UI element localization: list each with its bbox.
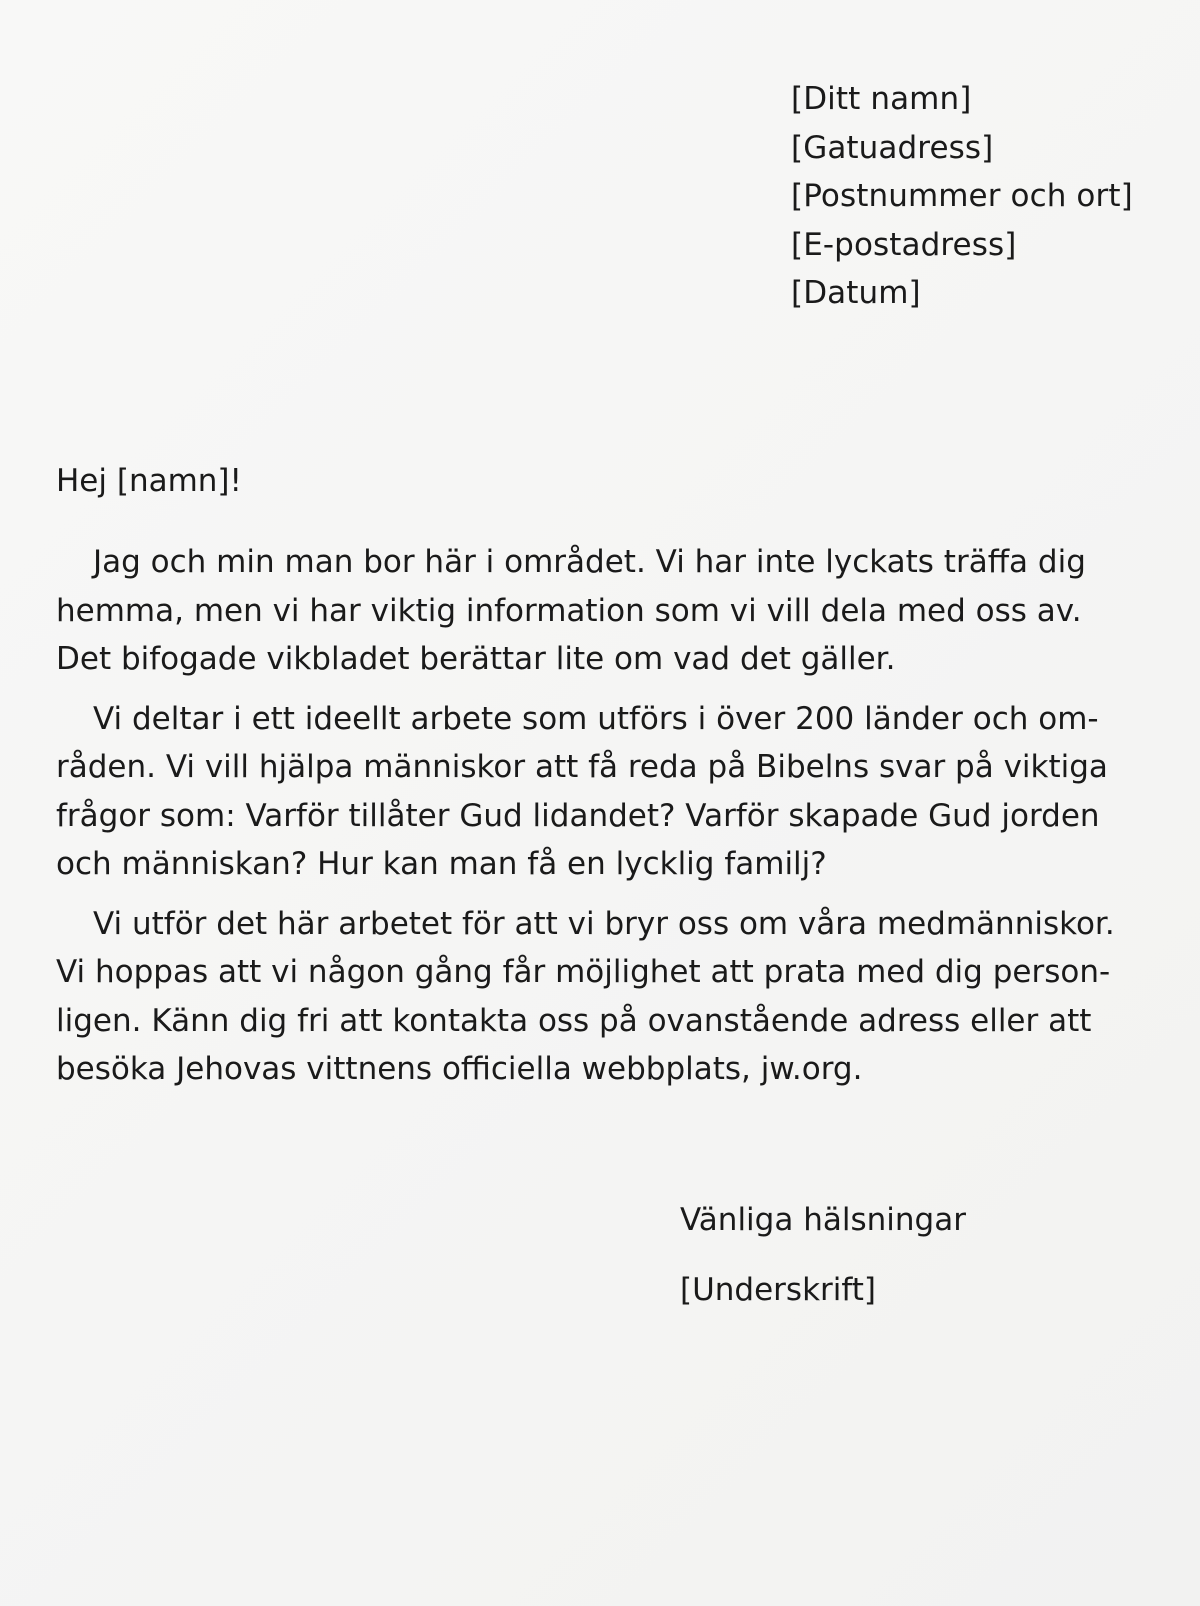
paragraph-line: Vi hoppas att vi någon gång får möjlighet att prata med dig person-	[56, 954, 1111, 990]
paragraph-line: Det bifogade vikbladet berättar lite om vad det gäller.	[56, 641, 896, 677]
paragraph-2	[56, 695, 1126, 889]
sender-postal: [Postnummer och ort]	[791, 178, 1133, 214]
sender-address-block	[791, 75, 1133, 318]
closing: Vänliga hälsningar	[680, 1202, 966, 1238]
paragraph-line: frågor som: Varför tillåter Gud lidandet? Varför skapade Gud jorden	[56, 797, 1100, 834]
paragraph-line: Vi utför det här arbetet för att vi bryr oss om våra medmänniskor.	[93, 905, 1115, 942]
paragraph-line: Jag och min man bor här i området. Vi har inte lyckats träffa dig	[93, 544, 1086, 580]
paragraph-line: ligen. Känn dig fri att kontakta oss på ovanstående adress eller att	[56, 1002, 1092, 1039]
sender-date: [Datum]	[791, 275, 921, 311]
signature-placeholder: [Underskrift]	[680, 1272, 877, 1308]
paragraph-line: och människan? Hur kan man få en lycklig familj?	[56, 846, 827, 882]
sender-name: [Ditt namn]	[791, 81, 972, 117]
paragraph-line: besöka Jehovas vittnens officiella webbplats, jw.org.	[56, 1051, 863, 1087]
sender-email: [E-postadress]	[791, 226, 1017, 263]
paragraph-line: hemma, men vi har viktig information som vi vill dela med oss av.	[56, 592, 1082, 629]
letter-body	[56, 538, 1126, 1105]
paragraph-line: Vi deltar i ett ideellt arbete som utförs i över 200 länder och om-	[93, 700, 1099, 737]
paragraph-1	[56, 538, 1126, 684]
paragraph-line: råden. Vi vill hjälpa människor att få reda på Bibelns svar på viktiga	[56, 749, 1108, 785]
paragraph-3	[56, 900, 1126, 1094]
greeting: Hej [namn]!	[56, 463, 242, 499]
sender-street: [Gatuadress]	[791, 129, 994, 166]
